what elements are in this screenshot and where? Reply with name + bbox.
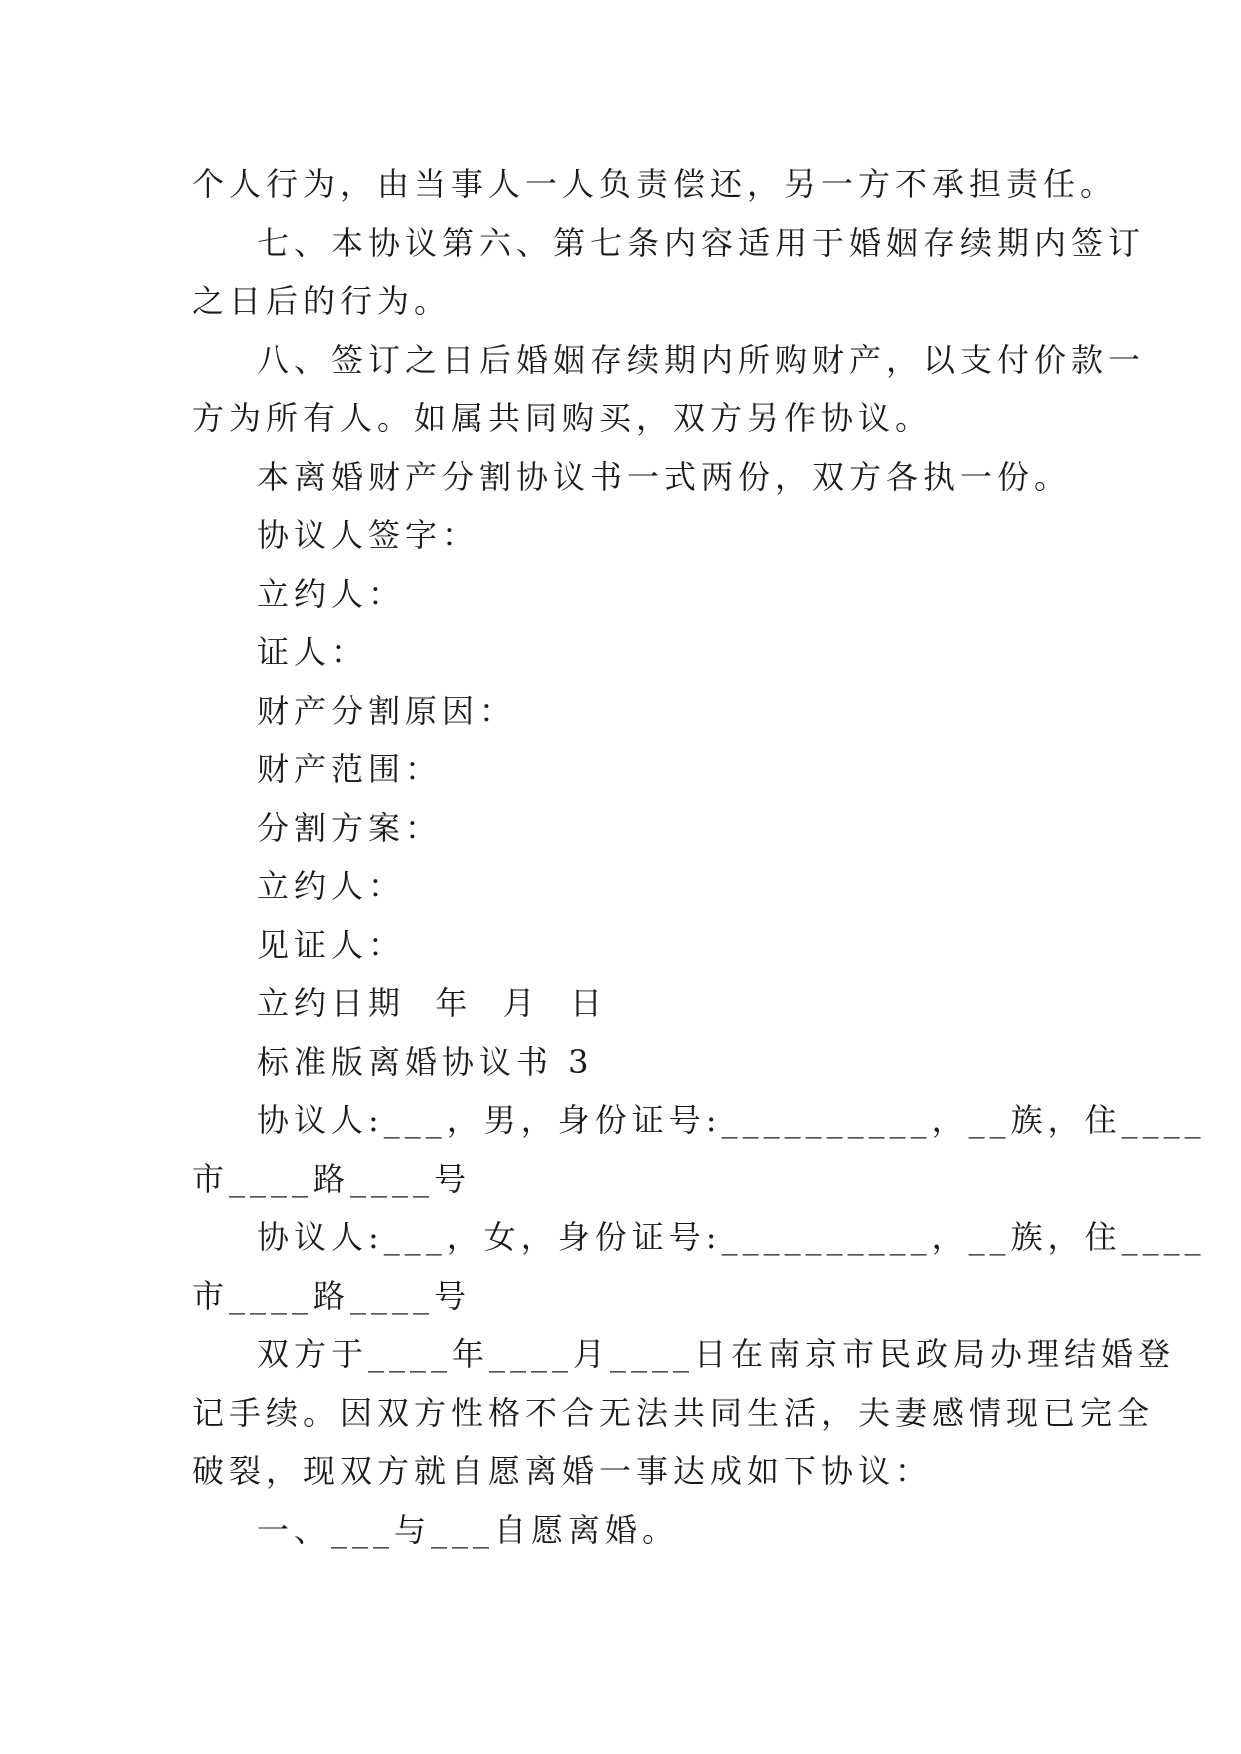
form-field-label: 证人：	[257, 633, 369, 671]
paragraph-line: 之日后的行为。	[192, 282, 452, 320]
form-field-label: 分割方案：	[257, 808, 443, 847]
form-field-label: 立约人：	[257, 574, 406, 613]
party-info-line: 市____路____号	[192, 1276, 472, 1315]
paragraph-line: 八、签订之日后婚姻存续期内所购财产，以支付价款一	[257, 340, 1146, 379]
party-info-line: 协议人:___，女，身份证号:__________，__族，住____	[257, 1218, 1206, 1256]
paragraph-line: 方为所有人。如属共同购买，双方另作协议。	[192, 399, 933, 437]
paragraph-line: 双方于____年____月____日在南京市民政局办理结婚登	[257, 1335, 1176, 1373]
date-line: 立约日期 年 月 日	[257, 984, 608, 1022]
document-body	[192, 155, 1206, 1559]
section-heading: 标准版离婚协议书 3	[257, 1042, 594, 1081]
form-field-label: 立约人：	[257, 867, 406, 905]
party-info-line: 市____路____号	[192, 1159, 472, 1198]
paragraph-line: 七、本协议第六、第七条内容适用于婚姻存续期内签订	[257, 223, 1146, 262]
form-field-label: 财产范围：	[257, 750, 443, 788]
party-info-line: 协议人:___，男，身份证号:__________，__族，住____	[257, 1101, 1206, 1139]
form-field-label: 财产分割原因：	[257, 691, 517, 730]
form-field-label: 见证人：	[257, 925, 406, 964]
paragraph-line: 本离婚财产分割协议书一式两份，双方各执一份。	[257, 457, 1072, 496]
paragraph-line: 一、___与___自愿离婚。	[257, 1510, 680, 1549]
paragraph-line: 记手续。因双方性格不合无法共同生活，夫妻感情现已完全	[192, 1393, 1155, 1432]
signature-label: 协议人签字：	[257, 516, 480, 554]
paragraph-line: 个人行为，由当事人一人负责偿还，另一方不承担责任。	[192, 165, 1118, 203]
paragraph-line: 破裂，现双方就自愿离婚一事达成如下协议：	[192, 1452, 933, 1490]
